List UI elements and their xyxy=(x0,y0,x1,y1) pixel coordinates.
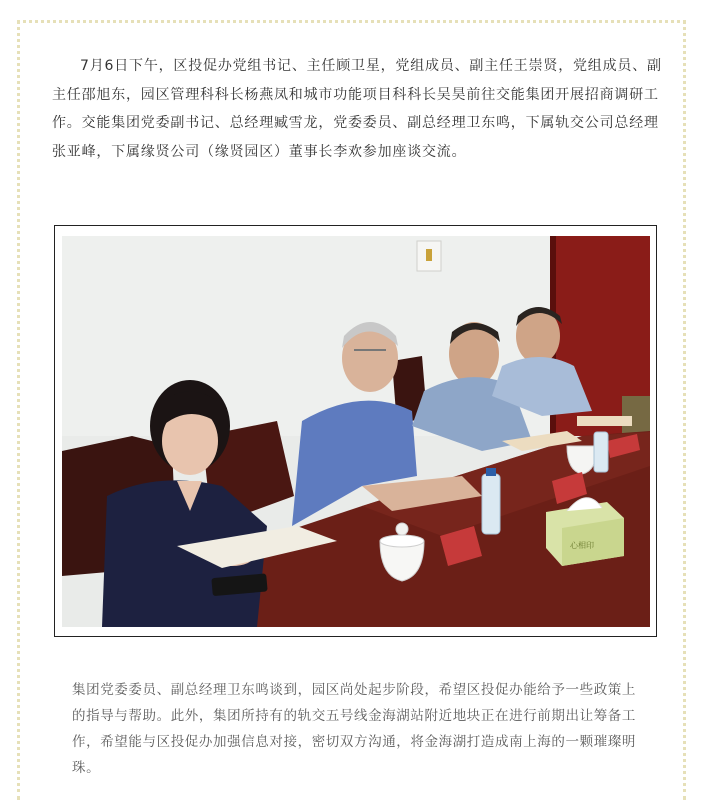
article-paragraph-1: 7月6日下午，区投促办党组书记、主任顾卫星，党组成员、副主任王崇贤，党组成员、副主任邵旭东，园区管理科科长杨燕凤和城市功能项目科科长吴昊前往交能集团开展招商调研工作。交能集团党委副书记、总经理臧雪龙，党委委员、副总经理卫东鸣，下属轨交公司总经理张亚峰，下属缘贤公司（缘贤园区）董事长李欢参加座谈交流。 xyxy=(52,58,662,160)
meeting-photo[interactable] xyxy=(62,236,650,627)
article-paragraph-2: 集团党委委员、副总经理卫东鸣谈到，园区尚处起步阶段，希望区投促办能给予一些政策上的指导与帮助。此外，集团所持有的轨交五号线金海湖站附近地块正在进行前期出让筹备工作，希望能与区投促办加强信息对接，密切双方沟通，将金海湖打造成南上海的一颗璀璨明珠。 xyxy=(72,682,636,776)
photo-frame xyxy=(54,225,657,637)
tissue-box-label: 心相印 xyxy=(570,541,594,550)
meeting-photo-illustration xyxy=(62,236,650,627)
